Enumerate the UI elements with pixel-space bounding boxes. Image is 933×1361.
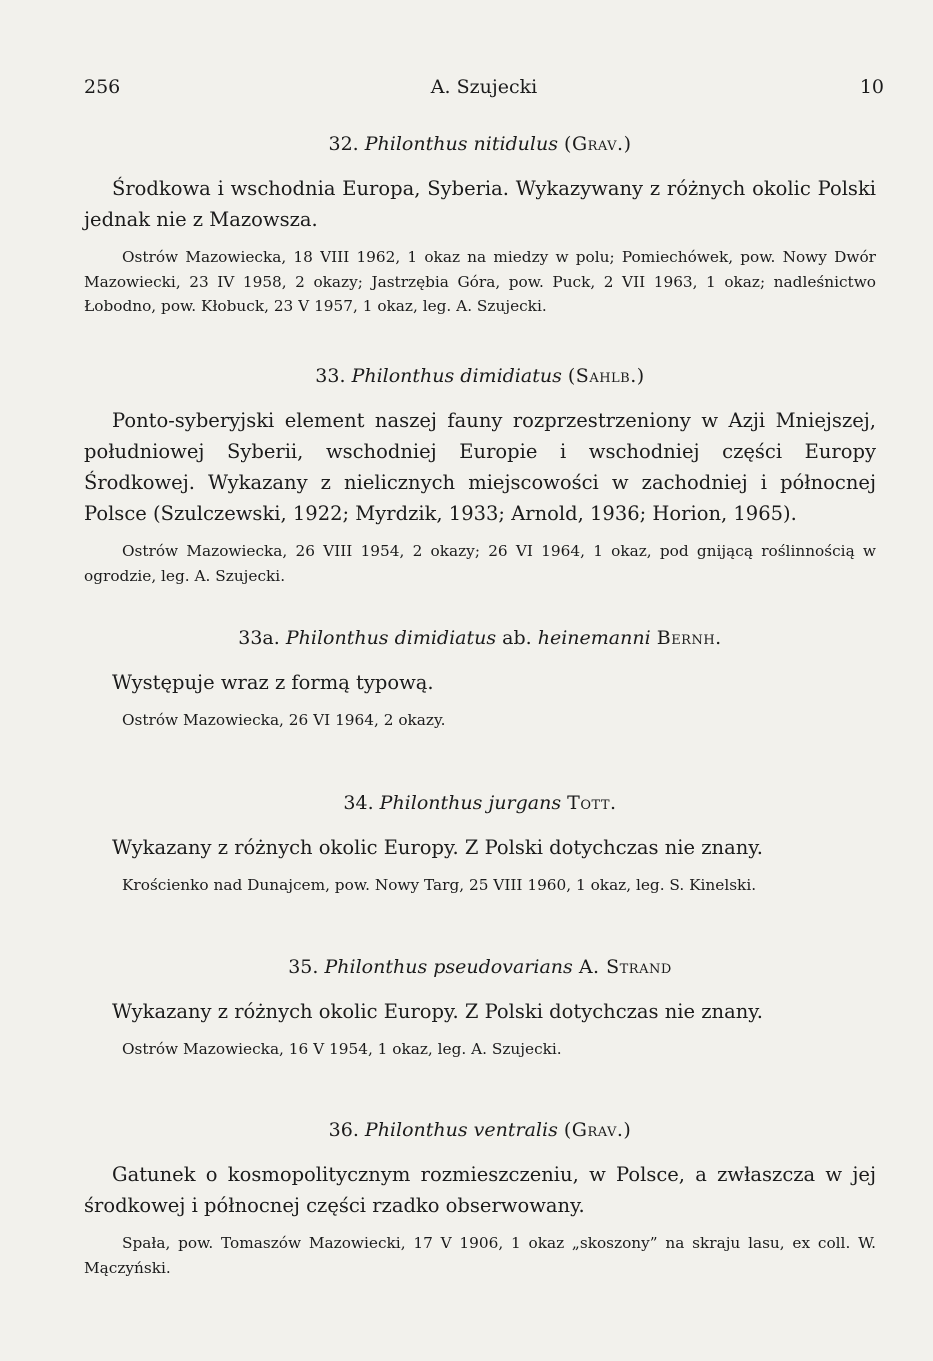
- species-heading: [84, 625, 876, 651]
- species-name: Philonthus nitidulus: [364, 133, 558, 155]
- species-author: Bernh.: [656, 627, 722, 649]
- species-records: Krościenko nad Dunajcem, pow. Nowy Targ, 25 VIII 1960, 1 okaz, leg. S. Kinelski.: [122, 876, 757, 894]
- species-description: Występuje wraz z formą typową.: [112, 671, 434, 694]
- species-heading: [84, 790, 876, 816]
- species-description: Wykazany z różnych okolic Europy. Z Polski dotychczas nie znany.: [112, 1000, 763, 1023]
- species-records: Ostrów Mazowiecka, 16 V 1954, 1 okaz, leg. A. Szujecki.: [122, 1040, 562, 1058]
- species-description: Ponto-syberyjski element naszej fauny rozprzestrzeniony w Azji Mniejszej, południowej Syberii, wschodniej Europie i wschodniej części Europy Środkowej. Wykazany z nielicznych miejscowości w zachodniej i północnej Polsce (Szulczewski, 1922; Myrdzik, 1933; Arnold, 1936; Horion, 1965).: [84, 409, 876, 525]
- page-number: 256: [84, 76, 121, 98]
- species-number: 33.: [315, 365, 346, 387]
- species-author: (Grav.): [564, 133, 632, 155]
- species-entry-36: [84, 1117, 876, 1280]
- species-number: 33a.: [238, 627, 280, 649]
- species-description: Środkowa i wschodnia Europa, Syberia. Wykazywany z różnych okolic Polski jednak nie z Mazowsza.: [84, 177, 876, 231]
- species-entry-33a: [84, 625, 876, 733]
- species-entry-32: [84, 131, 876, 319]
- species-author: (Sahlb.): [567, 365, 645, 387]
- species-number: 35.: [288, 956, 319, 978]
- species-aberration-name: heinemanni: [537, 627, 651, 649]
- species-number: 32.: [328, 133, 359, 155]
- species-entry-35: [84, 954, 876, 1062]
- species-records: Ostrów Mazowiecka, 26 VIII 1954, 2 okazy; 26 VI 1964, 1 okaz, pod gnijącą roślinnością w ogrodzie, leg. A. Szujecki.: [84, 542, 876, 585]
- species-name: Philonthus dimidiatus: [285, 627, 497, 649]
- species-author: (Grav.): [563, 1119, 632, 1141]
- species-heading: [84, 363, 876, 389]
- species-name: Philonthus pseudovarians: [324, 956, 573, 978]
- species-author: A. Strand: [578, 956, 672, 978]
- species-heading: [84, 1117, 876, 1143]
- running-header: [84, 76, 884, 104]
- species-records: Ostrów Mazowiecka, 26 VI 1964, 2 okazy.: [122, 711, 446, 729]
- species-name: Philonthus jurgans: [379, 792, 562, 814]
- species-name: Philonthus ventralis: [364, 1119, 558, 1141]
- species-records: Spała, pow. Tomaszów Mazowiecki, 17 V 1906, 1 okaz „skoszony” na skraju lasu, ex coll. W. Mączyński.: [84, 1234, 876, 1277]
- species-records: Ostrów Mazowiecka, 18 VIII 1962, 1 okaz na miedzy w polu; Pomiechówek, pow. Nowy Dwór Mazowiecki, 23 IV 1958, 2 okazy; Jastrzębia Góra, pow. Puck, 2 VII 1963, 1 okaz; nadleśnictwo Łobodno, pow. Kłobuck, 23 V 1957, 1 okaz, leg. A. Szujecki.: [84, 248, 876, 315]
- running-author: A. Szujecki: [430, 76, 538, 98]
- species-name: Philonthus dimidiatus: [351, 365, 562, 387]
- species-connector: ab.: [502, 627, 532, 649]
- species-entry-33: [84, 363, 876, 588]
- species-heading: [84, 131, 876, 157]
- species-number: 36.: [328, 1119, 359, 1141]
- species-author: Tott.: [567, 792, 617, 814]
- species-entry-34: [84, 790, 876, 898]
- species-description: Gatunek o kosmopolitycznym rozmieszczeniu, w Polsce, a zwłaszcza w jej środkowej i północnej części rzadko obserwowany.: [84, 1163, 876, 1217]
- volume-number: 10: [859, 76, 884, 98]
- species-heading: [84, 954, 876, 980]
- species-number: 34.: [343, 792, 374, 814]
- species-description: Wykazany z różnych okolic Europy. Z Polski dotychczas nie znany.: [112, 836, 763, 859]
